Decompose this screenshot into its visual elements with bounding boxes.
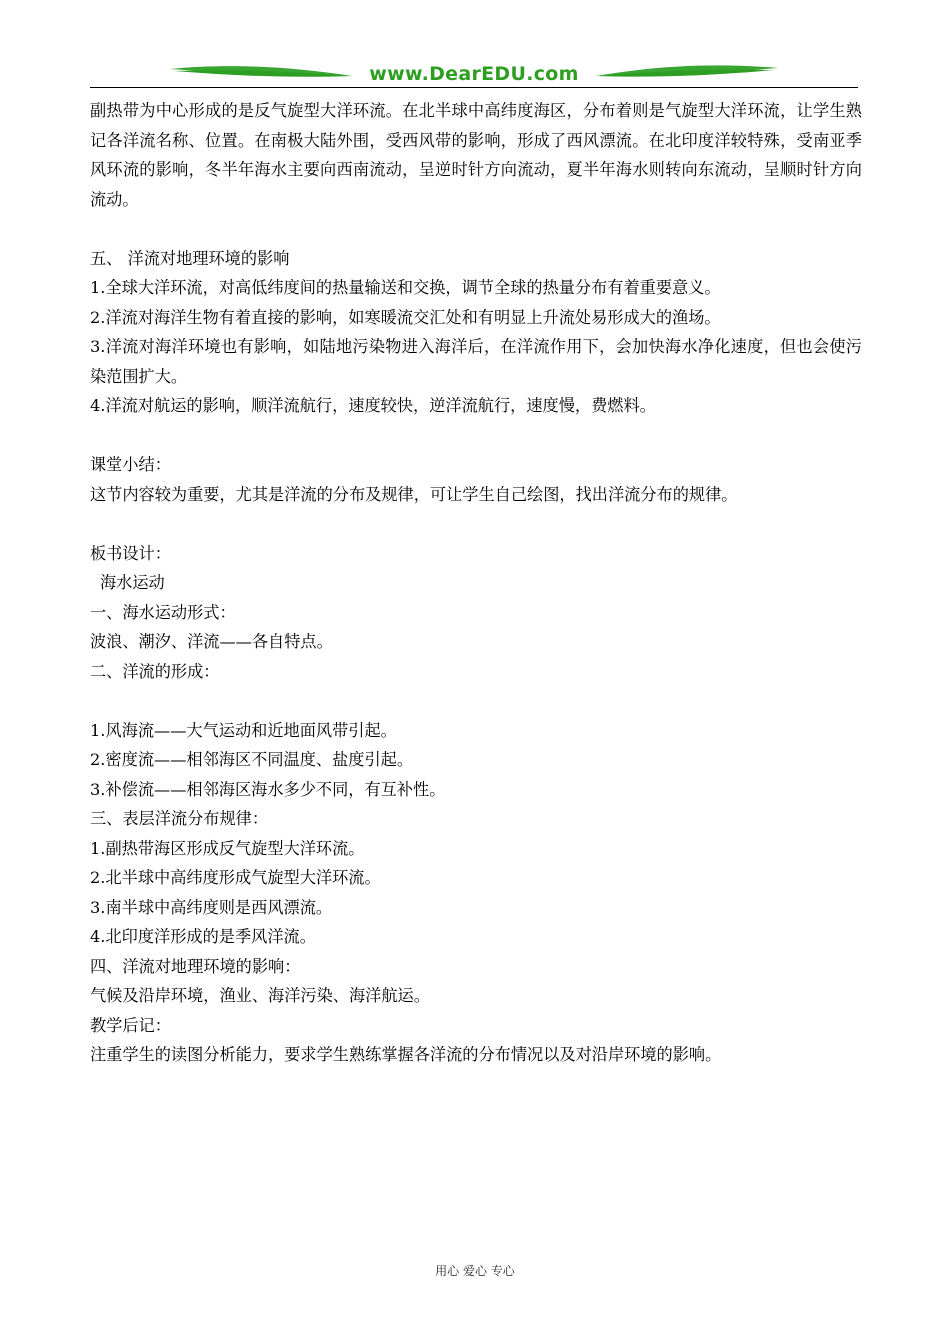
outline-item: 1.副热带海区形成反气旋型大洋环流。 bbox=[90, 838, 365, 858]
intro-paragraph: 副热带为中心形成的是反气旋型大洋环流。在北半球中高纬度海区，分布着则是气旋型大洋环流，让学生熟记各洋流名称、位置。在南极大陆外围，受西风带的影响，形成了西风漂流。在北印度洋较特殊，受南亚季风环流的影响，冬半年海水主要向西南流动，呈逆时针方向流动，夏半年海水则转向东流动，呈顺时针方向流动。 bbox=[90, 101, 862, 209]
section-heading: 教学后记： bbox=[90, 1015, 171, 1035]
section-heading: 课堂小结： bbox=[90, 455, 171, 474]
outline-item: 3.南半球中高纬度则是西风漂流。 bbox=[90, 897, 333, 917]
blank-line bbox=[90, 686, 862, 716]
outline-heading: 二、洋流的形成： bbox=[90, 661, 220, 681]
section-heading: 板书设计： bbox=[90, 543, 171, 563]
blank-line bbox=[90, 421, 862, 451]
board-title: 海水运动 bbox=[100, 573, 165, 592]
page-header bbox=[90, 60, 858, 92]
blank-line bbox=[90, 214, 862, 244]
document-body bbox=[90, 96, 862, 1070]
list-item: 1.全球大洋环流，对高低纬度间的热量输送和交换，调节全球的热量分布有着重要意义。 bbox=[90, 278, 721, 297]
outline-heading: 四、洋流对地理环境的影响： bbox=[90, 956, 301, 976]
outline-heading: 三、表层洋流分布规律： bbox=[90, 809, 269, 828]
outline-item: 2.北半球中高纬度形成气旋型大洋环流。 bbox=[90, 868, 381, 887]
section-heading: 五、 洋流对地理环境的影响 bbox=[90, 248, 290, 268]
page-footer: 用心 爱心 专心 bbox=[435, 1264, 515, 1278]
list-item: 2.洋流对海洋生物有着直接的影响，如寒暖流交汇处和有明显上升流处易形成大的渔场。 bbox=[90, 307, 721, 327]
outline-item: 2.密度流——相邻海区不同温度、盐度引起。 bbox=[90, 750, 414, 769]
outline-item: 气候及沿岸环境，渔业、海洋污染、海洋航运。 bbox=[90, 986, 430, 1005]
blank-line bbox=[90, 509, 862, 539]
outline-item: 波浪、潮汐、洋流——各自特点。 bbox=[90, 632, 333, 651]
outline-item: 3.补偿流——相邻海区海水多少不同，有互补性。 bbox=[90, 779, 446, 799]
list-item: 4.洋流对航运的影响，顺洋流航行，速度较快，逆洋流航行，速度慢，费燃料。 bbox=[90, 396, 656, 415]
outline-heading: 一、海水运动形式： bbox=[90, 602, 236, 622]
outline-item: 4.北印度洋形成的是季风洋流。 bbox=[90, 927, 316, 946]
header-rule bbox=[90, 87, 858, 88]
summary-paragraph: 这节内容较为重要，尤其是洋流的分布及规律，可让学生自己绘图，找出洋流分布的规律。 bbox=[90, 484, 738, 504]
list-item: 3.洋流对海洋环境也有影响，如陆地污染物进入海洋后，在洋流作用下，会加快海水净化速度，但也会使污染范围扩大。 bbox=[90, 337, 862, 386]
reflection-paragraph: 注重学生的读图分析能力，要求学生熟练掌握各洋流的分布情况以及对沿岸环境的影响。 bbox=[90, 1045, 722, 1064]
site-url: www.DearEDU.com bbox=[369, 63, 579, 85]
outline-item: 1.风海流——大气运动和近地面风带引起。 bbox=[90, 720, 397, 740]
